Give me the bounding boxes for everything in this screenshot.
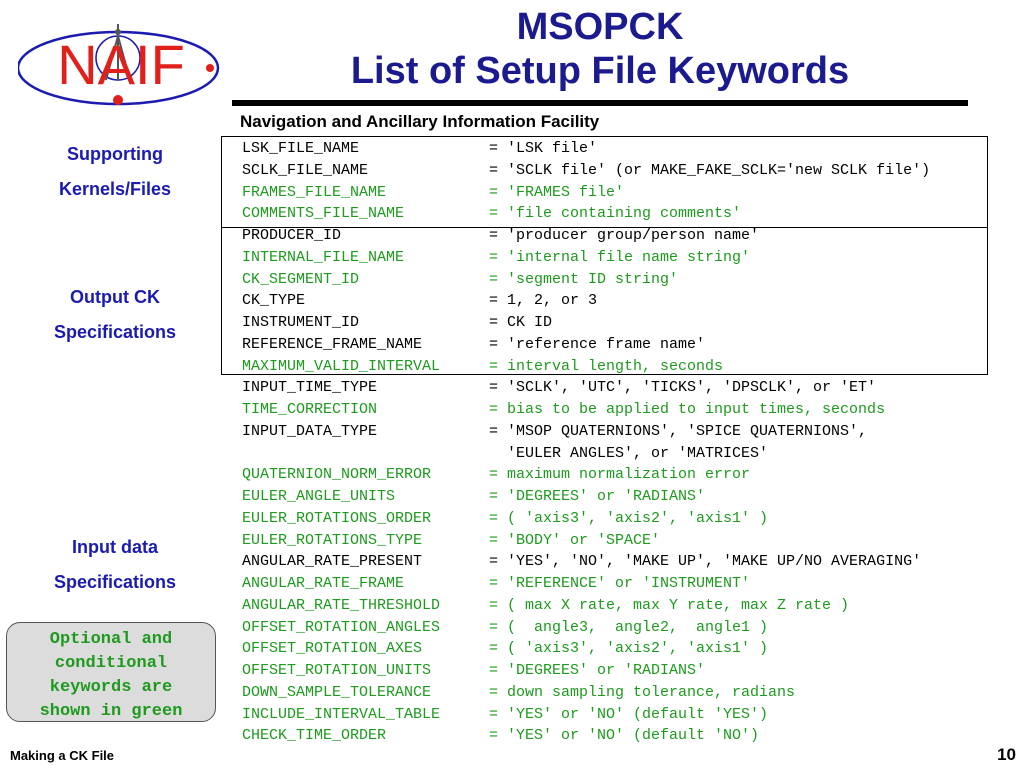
legend-line: Optional and (49, 630, 173, 649)
section-label-line: Specifications (53, 572, 177, 592)
keyword-value: = bias to be applied to input times, seconds (489, 401, 886, 418)
keyword-name: QUATERNION_NORM_ERROR (242, 466, 432, 484)
keyword-value: = 'REFERENCE' or 'INSTRUMENT' (489, 575, 751, 592)
keyword-row (242, 704, 930, 726)
keyword-value: = 'BODY' or 'SPACE' (489, 531, 661, 549)
keyword-value: = 'DEGREES' or 'RADIANS' (489, 488, 706, 505)
logo-dot-right (206, 64, 214, 72)
keyword-name: ANGULAR_RATE_FRAME (242, 575, 405, 592)
keyword-value: = 'SCLK file' (or MAKE_FAKE_SCLK='new SCLK file') (489, 161, 931, 179)
keyword-row (242, 421, 930, 443)
keyword-value: = ( max X rate, max Y rate, max Z rate ) (489, 596, 850, 614)
keyword-value: = 1, 2, or 3 (489, 292, 598, 310)
keyword-row (242, 138, 930, 160)
keyword-value: = 'file containing comments' (489, 205, 742, 223)
keyword-value: = maximum normalization error (489, 466, 751, 484)
keyword-value: = 'reference frame name' (489, 335, 706, 353)
keyword-name: INPUT_TIME_TYPE (242, 379, 378, 397)
keyword-row (242, 356, 930, 378)
keyword-row (242, 551, 930, 573)
keyword-value: = 'FRAMES file' (489, 183, 625, 201)
keyword-value: = 'producer group/person name' (489, 227, 760, 244)
keyword-value: = ( angle3, angle2, angle1 ) (489, 618, 769, 636)
keyword-row (242, 638, 930, 660)
keyword-name: EULER_ROTATIONS_ORDER (242, 509, 432, 527)
section-label-supporting (10, 144, 220, 200)
keyword-row (242, 377, 930, 399)
keyword-row (242, 290, 930, 312)
keyword-row (242, 486, 930, 508)
keyword-row (242, 508, 930, 530)
keyword-name: INPUT_DATA_TYPE (242, 422, 378, 440)
keyword-name: MAXIMUM_VALID_INTERVAL (242, 357, 441, 375)
page-title: MSOPCK (516, 6, 684, 48)
keyword-name: PRODUCER_ID (242, 227, 342, 244)
section-label-line: Supporting (67, 144, 163, 164)
keyword-row (242, 617, 930, 639)
keyword-row (242, 660, 930, 682)
keyword-value: = 'YES' or 'NO' (default 'YES') (489, 705, 769, 723)
keyword-name: CK_SEGMENT_ID (242, 270, 360, 288)
keyword-row (242, 464, 930, 486)
keyword-value: = 'DEGREES' or 'RADIANS' (489, 662, 706, 679)
keyword-value: = interval length, seconds (489, 357, 724, 375)
legend-line: shown in green (39, 702, 183, 721)
keyword-name: SCLK_FILE_NAME (242, 161, 369, 179)
keyword-row (242, 595, 930, 617)
keyword-value: = ( 'axis3', 'axis2', 'axis1' ) (489, 509, 769, 527)
keyword-name: INCLUDE_INTERVAL_TABLE (242, 705, 441, 723)
keyword-name: ANGULAR_RATE_PRESENT (242, 553, 423, 571)
keyword-name: EULER_ANGLE_UNITS (242, 488, 396, 505)
keyword-name: CHECK_TIME_ORDER (242, 727, 387, 745)
keyword-row (242, 225, 930, 247)
section-label-line: Specifications (53, 322, 177, 342)
logo-text: NAIF (57, 33, 185, 96)
keyword-row (242, 203, 930, 225)
keyword-name: EULER_ROTATIONS_TYPE (242, 531, 423, 549)
organization-name: Navigation and Ancillary Information Facility (240, 112, 600, 131)
naif-logo (18, 18, 228, 118)
keyword-name: CK_TYPE (242, 292, 306, 310)
keyword-name: OFFSET_ROTATION_ANGLES (242, 618, 441, 636)
keyword-value: = down sampling tolerance, radians (489, 683, 796, 701)
footer-title: Making a CK File (10, 748, 115, 763)
keyword-row (242, 247, 930, 269)
keyword-name: INSTRUMENT_ID (242, 314, 360, 331)
keyword-row (242, 682, 930, 704)
keyword-name: LSK_FILE_NAME (242, 140, 360, 157)
keyword-name: OFFSET_ROTATION_AXES (242, 640, 423, 658)
keyword-name: DOWN_SAMPLE_TOLERANCE (242, 683, 432, 701)
keyword-name: OFFSET_ROTATION_UNITS (242, 662, 432, 679)
section-label-line: Kernels/Files (58, 179, 172, 199)
keyword-value: = 'MSOP QUATERNIONS', 'SPICE QUATERNIONS', (489, 422, 868, 440)
section-label-output (10, 287, 220, 343)
keyword-name: INTERNAL_FILE_NAME (242, 248, 405, 266)
keyword-name: REFERENCE_FRAME_NAME (242, 335, 423, 353)
logo-dot-bottom (113, 95, 123, 105)
keyword-value: = 'YES', 'NO', 'MAKE UP', 'MAKE UP/NO AVERAGING' (489, 553, 922, 571)
keyword-list (242, 138, 930, 747)
page-subtitle: List of Setup File Keywords (350, 50, 850, 92)
optional-keywords-legend (6, 622, 216, 722)
legend-line: keywords are (49, 678, 173, 697)
keyword-row (242, 443, 930, 465)
keyword-row (242, 312, 930, 334)
keyword-name: TIME_CORRECTION (242, 401, 378, 418)
keyword-row (242, 399, 930, 421)
keyword-value: = 'LSK file' (489, 140, 598, 157)
keyword-value: = 'internal file name string' (489, 248, 751, 266)
keyword-row (242, 573, 930, 595)
keyword-value: = 'YES' or 'NO' (default 'NO') (489, 727, 760, 745)
keyword-row (242, 269, 930, 291)
keyword-row (242, 182, 930, 204)
keyword-row (242, 530, 930, 552)
section-label-line: Input data (72, 537, 158, 557)
keyword-name: FRAMES_FILE_NAME (242, 183, 387, 201)
keyword-name: ANGULAR_RATE_THRESHOLD (242, 596, 441, 614)
naif-logo-graphic (18, 18, 228, 118)
page-number: 10 (997, 745, 1016, 764)
keyword-row (242, 334, 930, 356)
keyword-value: = 'SCLK', 'UTC', 'TICKS', 'DPSCLK', or 'ET' (489, 379, 877, 397)
keyword-value: 'EULER ANGLES', or 'MATRICES' (489, 444, 769, 462)
keyword-name: COMMENTS_FILE_NAME (242, 205, 405, 223)
keyword-row (242, 725, 930, 747)
section-label-input (10, 537, 220, 593)
legend-line: conditional (54, 654, 168, 673)
keyword-value: = 'segment ID string' (489, 270, 679, 288)
keyword-row (242, 160, 930, 182)
section-label-line: Output CK (70, 287, 160, 307)
keyword-value: = CK ID (489, 314, 553, 331)
title-divider (232, 100, 968, 106)
keyword-value: = ( 'axis3', 'axis2', 'axis1' ) (489, 640, 769, 658)
